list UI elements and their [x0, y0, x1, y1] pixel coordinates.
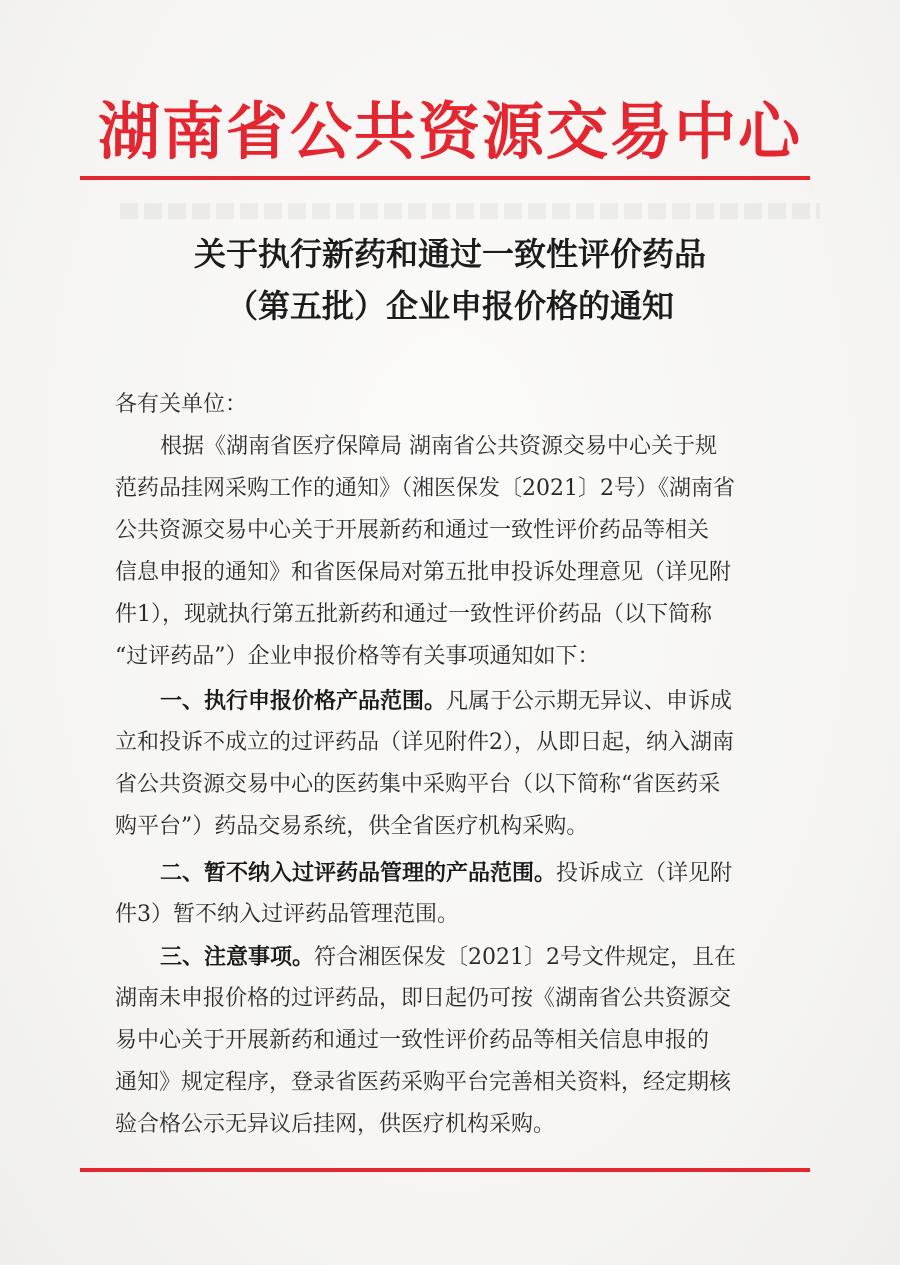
- document-title-line-1: 关于执行新药和通过一致性评价药品: [193, 235, 706, 273]
- paragraph-line: 购平台”）药品交易系统，供全省医疗机构采购。: [115, 814, 589, 839]
- section-2-heading: 二、暂不纳入过评药品管理的产品范围。: [160, 860, 557, 886]
- section-1-text: 凡属于公示期无异议、申诉成: [446, 689, 733, 714]
- paragraph-line: [115, 852, 785, 894]
- footer-divider: [80, 1168, 810, 1172]
- paragraph-line: 件3）暂不纳入过评药品管理范围。: [115, 902, 459, 927]
- section-3-text: 符合湘医保发〔2021〕2号文件规定，且在: [314, 945, 737, 970]
- paragraph-line: 湖南未申报价格的过评药品，即日起仍可按《湖南省公共资源交: [115, 986, 732, 1011]
- section-2-text: 投诉成立（详见附: [556, 861, 733, 886]
- bleed-through-shadow: [120, 203, 820, 219]
- header-divider: [80, 176, 810, 180]
- paragraph-line: 范药品挂网采购工作的通知》（湘医保发〔2021〕2号）《湖南省: [115, 476, 735, 501]
- paragraph-line: [115, 680, 785, 722]
- section-1-heading: 一、执行申报价格产品范围。: [160, 688, 447, 714]
- paragraph-section-2: [115, 852, 785, 936]
- paragraph-line: 通知》规定程序，登录省医药采购平台完善相关资料，经定期核: [115, 1070, 732, 1095]
- paragraph-line: 省公共资源交易中心的医药集中采购平台（以下简称“省医药采: [115, 772, 721, 797]
- paragraph-line: 立和投诉不成立的过评药品（详见附件2），从即日起，纳入湖南: [115, 730, 734, 755]
- paragraph-line: 根据《湖南省医疗保障局 湖南省公共资源交易中心关于规: [160, 434, 717, 459]
- salutation-text: 各有关单位：: [115, 392, 248, 417]
- paragraph-line: 验合格公示无异议后挂网，供医疗机构采购。: [115, 1112, 556, 1137]
- paragraph-line: “过评药品”）企业申报价格等有关事项通知如下：: [115, 644, 600, 669]
- paragraph-line: 件1），现就执行第五批新药和通过一致性评价药品（以下简称: [115, 602, 712, 627]
- organization-header: 湖南省公共资源交易中心: [97, 95, 802, 168]
- paragraph-line: 公共资源交易中心关于开展新药和通过一致性评价药品等相关: [115, 518, 710, 543]
- paragraph-line: 信息申报的通知》和省医保局对第五批申投诉处理意见（详见附: [115, 560, 732, 585]
- paragraph-line: 易中心关于开展新药和通过一致性评价药品等相关信息申报的: [115, 1028, 710, 1053]
- salutation: [115, 384, 785, 426]
- document-title-line-2: （第五批）企业申报价格的通知: [225, 287, 674, 325]
- section-3-heading: 三、注意事项。: [160, 944, 315, 970]
- paragraph-section-1: [115, 680, 785, 848]
- paragraph-line: [115, 936, 785, 978]
- paragraph-section-3: [115, 936, 785, 1146]
- paragraph-intro: [115, 426, 785, 678]
